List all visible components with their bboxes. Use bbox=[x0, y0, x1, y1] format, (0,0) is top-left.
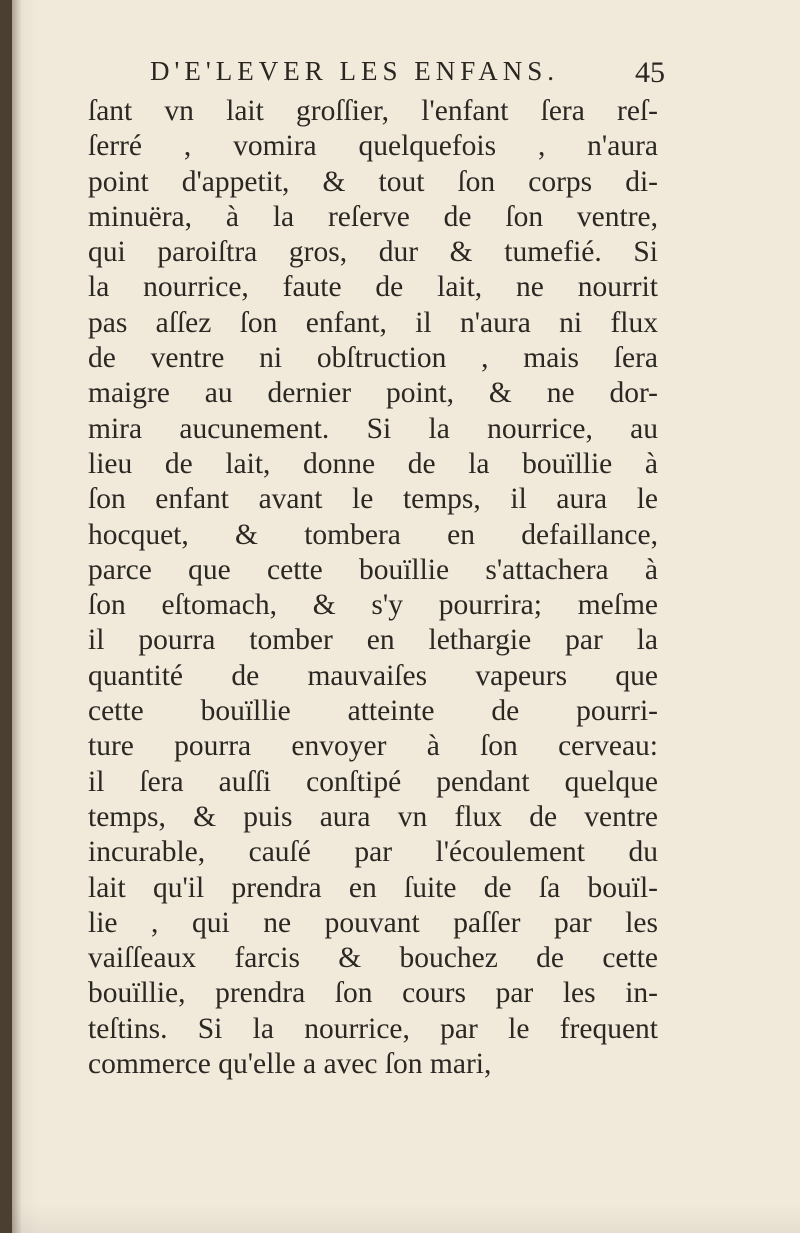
page-number: 45 bbox=[635, 56, 665, 89]
text-line: pas aſſez ſon enfant, il n'aura ni flux bbox=[88, 306, 658, 339]
text-line: hocquet, & tombera en defaillance, bbox=[88, 518, 658, 551]
text-line: ſon enfant avant le temps, il aura le bbox=[88, 483, 658, 516]
text-line: bouïllie, prendra ſon cours par les in- bbox=[88, 977, 658, 1010]
text-line: ſerré , vomira quelquefois , n'aura bbox=[88, 130, 658, 163]
text-line: ſon eſtomach, & s'y pourrira; meſme bbox=[88, 589, 658, 622]
text-line: lait qu'il prendra en ſuite de ſa bouïl- bbox=[88, 871, 658, 904]
text-line: il pourra tomber en lethargie par la bbox=[88, 624, 658, 657]
body-text bbox=[88, 94, 658, 1082]
text-line: cette bouïllie atteinte de pourri- bbox=[88, 695, 658, 728]
text-line: quantité de mauvaiſes vapeurs que bbox=[88, 659, 658, 692]
running-head: D'E'LEVER LES ENFANS. bbox=[150, 56, 559, 86]
spine-shadow bbox=[12, 0, 22, 1233]
text-line: il ſera auſſi conſtipé pendant quelque bbox=[88, 765, 658, 798]
text-line: temps, & puis aura vn flux de ventre bbox=[88, 800, 658, 833]
text-line: incurable, cauſé par l'écoulement du bbox=[88, 836, 658, 869]
text-line: de ventre ni obſtruction , mais ſera bbox=[88, 342, 658, 375]
text-line: point d'appetit, & tout ſon corps di- bbox=[88, 165, 658, 198]
text-line: parce que cette bouïllie s'attachera à bbox=[88, 553, 658, 586]
text-line: la nourrice, faute de lait, ne nourrit bbox=[88, 271, 658, 304]
text-line: commerce qu'elle a avec ſon mari, bbox=[88, 1048, 492, 1081]
text-line: mira aucunement. Si la nourrice, au bbox=[88, 412, 658, 445]
text-line: maigre au dernier point, & ne dor- bbox=[88, 377, 658, 410]
text-line: teſtins. Si la nourrice, par le frequent bbox=[88, 1012, 658, 1045]
text-line: vaiſſeaux farcis & bouchez de cette bbox=[88, 942, 658, 975]
text-line: lieu de lait, donne de la bouïllie à bbox=[88, 447, 658, 480]
text-line: qui paroiſtra gros, dur & tumefié. Si bbox=[88, 236, 658, 269]
book-spine bbox=[0, 0, 12, 1233]
text-line: ture pourra envoyer à ſon cerveau: bbox=[88, 730, 658, 763]
text-line: lie , qui ne pouvant paſſer par les bbox=[88, 906, 658, 939]
page-header bbox=[90, 56, 665, 96]
text-line: ſant vn lait groſſier, l'enfant ſera reſ- bbox=[88, 95, 658, 127]
text-line: minuëra, à la reſerve de ſon ventre, bbox=[88, 200, 658, 233]
